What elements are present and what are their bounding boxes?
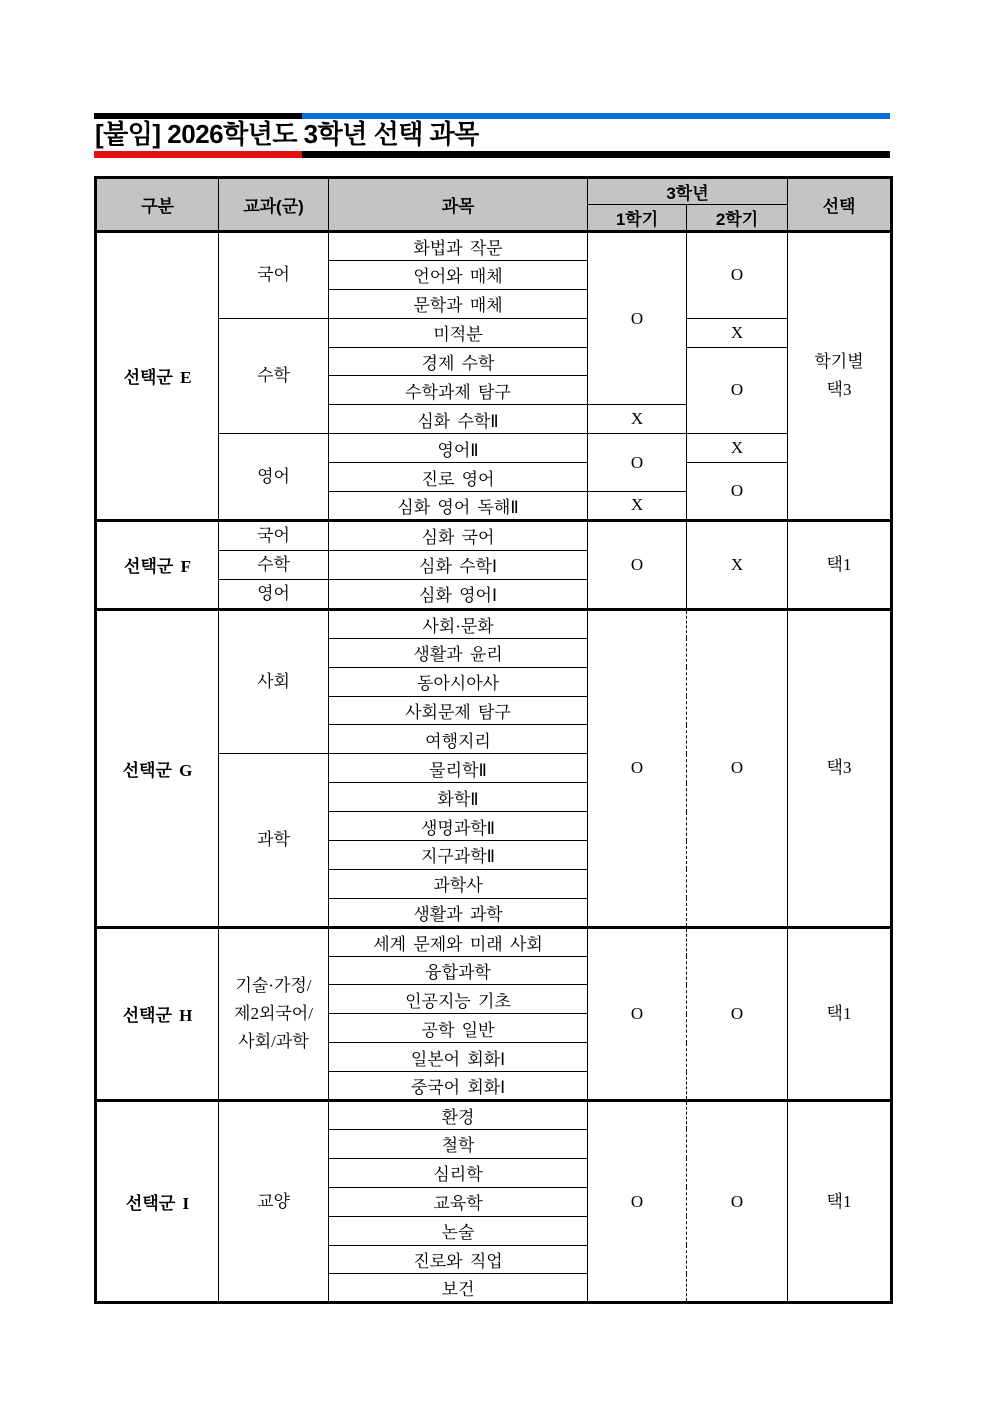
subject-group-cell-line: 영어 bbox=[257, 466, 290, 486]
subject-cell: 생활과 과학 bbox=[329, 898, 588, 927]
col-header-subject: 과목 bbox=[329, 178, 588, 232]
semester2-mark-cell: X bbox=[687, 434, 788, 463]
subject-cell: 지구과학Ⅱ bbox=[329, 841, 588, 870]
col-header-grade3: 3학년 bbox=[588, 178, 788, 205]
subject-cell: 사회·문화 bbox=[329, 609, 588, 638]
semester2-mark-cell: O bbox=[687, 347, 788, 434]
subject-group-cell-line: 영어 bbox=[257, 583, 290, 603]
title-bottom-bar-black-segment bbox=[302, 151, 890, 158]
subject-cell: 일본어 회화Ⅰ bbox=[329, 1043, 588, 1072]
table-row bbox=[96, 1101, 892, 1130]
select-rule-cell-line: 택3 bbox=[826, 379, 852, 399]
table-row bbox=[96, 927, 892, 956]
subject-group-cell bbox=[219, 520, 329, 550]
semester1-mark-cell: O bbox=[588, 609, 687, 927]
table-row bbox=[96, 609, 892, 638]
elective-subjects-table bbox=[94, 176, 893, 1304]
subject-cell: 진로와 직업 bbox=[329, 1245, 588, 1274]
subject-group-cell bbox=[219, 232, 329, 319]
subject-cell: 미적분 bbox=[329, 318, 588, 347]
semester1-mark-cell: O bbox=[588, 927, 687, 1100]
section-label-cell: 선택군 H bbox=[96, 927, 219, 1100]
subject-cell: 생활과 윤리 bbox=[329, 638, 588, 667]
subject-cell: 여행지리 bbox=[329, 725, 588, 754]
semester2-mark-cell: X bbox=[687, 520, 788, 609]
subject-group-cell-line: 사회 bbox=[257, 672, 290, 692]
col-header-select: 선택 bbox=[788, 178, 892, 232]
subject-group-cell bbox=[219, 1101, 329, 1303]
semester2-mark-cell: O bbox=[687, 927, 788, 1100]
subject-cell: 철학 bbox=[329, 1129, 588, 1158]
semester1-mark-cell: X bbox=[588, 492, 687, 521]
subject-group-cell bbox=[219, 609, 329, 753]
select-rule-cell bbox=[788, 927, 892, 1100]
select-rule-cell-line: 택1 bbox=[826, 554, 852, 574]
col-header-semester1: 1학기 bbox=[588, 205, 687, 232]
title-bottom-bar-red-segment bbox=[94, 151, 302, 158]
subject-cell: 경제 수학 bbox=[329, 347, 588, 376]
subject-cell: 동아시아사 bbox=[329, 667, 588, 696]
semester1-mark-cell: O bbox=[588, 520, 687, 609]
subject-cell: 사회문제 탐구 bbox=[329, 696, 588, 725]
subject-group-cell bbox=[219, 318, 329, 434]
subject-cell: 환경 bbox=[329, 1101, 588, 1130]
semester2-mark-cell: O bbox=[687, 609, 788, 927]
subject-cell: 문학과 매체 bbox=[329, 289, 588, 318]
title-bottom-bar bbox=[94, 151, 890, 158]
subject-group-cell-line: 수학 bbox=[257, 365, 290, 385]
semester1-mark-cell: X bbox=[588, 405, 687, 434]
select-rule-cell bbox=[788, 609, 892, 927]
subject-cell: 융합과학 bbox=[329, 956, 588, 985]
subject-cell: 심화 수학Ⅱ bbox=[329, 405, 588, 434]
semester2-mark-cell: X bbox=[687, 318, 788, 347]
select-rule-cell-line: 택1 bbox=[826, 1191, 852, 1211]
table-row bbox=[96, 520, 892, 550]
page-title: [붙임] 2026학년도 3학년 선택 과목 bbox=[95, 119, 479, 149]
section-label-cell: 선택군 G bbox=[96, 609, 219, 927]
subject-group-cell-line: 국어 bbox=[257, 525, 290, 545]
semester1-mark-cell: O bbox=[588, 434, 687, 492]
select-rule-cell bbox=[788, 1101, 892, 1303]
subject-group-cell-line: 수학 bbox=[257, 554, 290, 574]
subject-cell: 교육학 bbox=[329, 1187, 588, 1216]
subject-cell: 과학사 bbox=[329, 869, 588, 898]
subject-group-cell-line: 과학 bbox=[257, 830, 290, 850]
subject-group-cell bbox=[219, 754, 329, 927]
subject-cell: 물리학Ⅱ bbox=[329, 754, 588, 783]
subject-group-cell bbox=[219, 579, 329, 609]
subject-group-cell bbox=[219, 927, 329, 1100]
subject-cell: 중국어 회화Ⅰ bbox=[329, 1072, 588, 1101]
subject-cell: 심화 영어Ⅰ bbox=[329, 579, 588, 609]
subject-group-cell-line: 제2외국어/ bbox=[234, 1003, 313, 1023]
semester2-mark-cell: O bbox=[687, 463, 788, 521]
subject-cell: 언어와 매체 bbox=[329, 260, 588, 289]
select-rule-cell-line: 택1 bbox=[826, 1003, 852, 1023]
section-label-cell: 선택군 E bbox=[96, 232, 219, 521]
semester2-mark-cell: O bbox=[687, 1101, 788, 1303]
subject-cell: 보건 bbox=[329, 1274, 588, 1303]
subject-cell: 수학과제 탐구 bbox=[329, 376, 588, 405]
semester1-mark-cell: O bbox=[588, 1101, 687, 1303]
select-rule-cell-line: 학기별 bbox=[814, 351, 864, 371]
subject-group-cell-line: 사회/과학 bbox=[238, 1031, 309, 1051]
select-rule-cell bbox=[788, 232, 892, 521]
table-row bbox=[96, 232, 892, 261]
section-label-cell: 선택군 I bbox=[96, 1101, 219, 1303]
select-rule-cell-line: 택3 bbox=[826, 758, 852, 778]
section-label-cell: 선택군 F bbox=[96, 520, 219, 609]
subject-cell: 심화 수학Ⅰ bbox=[329, 550, 588, 579]
subject-cell: 세계 문제와 미래 사회 bbox=[329, 927, 588, 956]
subject-cell: 진로 영어 bbox=[329, 463, 588, 492]
col-header-semester2: 2학기 bbox=[687, 205, 788, 232]
subject-group-cell bbox=[219, 550, 329, 579]
select-rule-cell bbox=[788, 520, 892, 609]
subject-cell: 논술 bbox=[329, 1216, 588, 1245]
subject-cell: 생명과학Ⅱ bbox=[329, 812, 588, 841]
subject-group-cell-line: 국어 bbox=[257, 265, 290, 285]
col-header-gubun: 구분 bbox=[96, 178, 219, 232]
subject-cell: 심화 국어 bbox=[329, 520, 588, 550]
subject-group-cell-line: 기술·가정/ bbox=[235, 975, 312, 995]
col-header-subject-group: 교과(군) bbox=[219, 178, 329, 232]
subject-cell: 화학Ⅱ bbox=[329, 783, 588, 812]
subject-cell: 영어Ⅱ bbox=[329, 434, 588, 463]
subject-cell: 심리학 bbox=[329, 1158, 588, 1187]
subject-group-cell bbox=[219, 434, 329, 521]
title-block bbox=[94, 113, 890, 158]
subject-group-cell-line: 교양 bbox=[257, 1191, 290, 1211]
semester1-mark-cell: O bbox=[588, 232, 687, 405]
subject-cell: 인공지능 기초 bbox=[329, 985, 588, 1014]
subject-cell: 화법과 작문 bbox=[329, 232, 588, 261]
semester2-mark-cell: O bbox=[687, 232, 788, 319]
subject-cell: 심화 영어 독해Ⅱ bbox=[329, 492, 588, 521]
subject-cell: 공학 일반 bbox=[329, 1014, 588, 1043]
